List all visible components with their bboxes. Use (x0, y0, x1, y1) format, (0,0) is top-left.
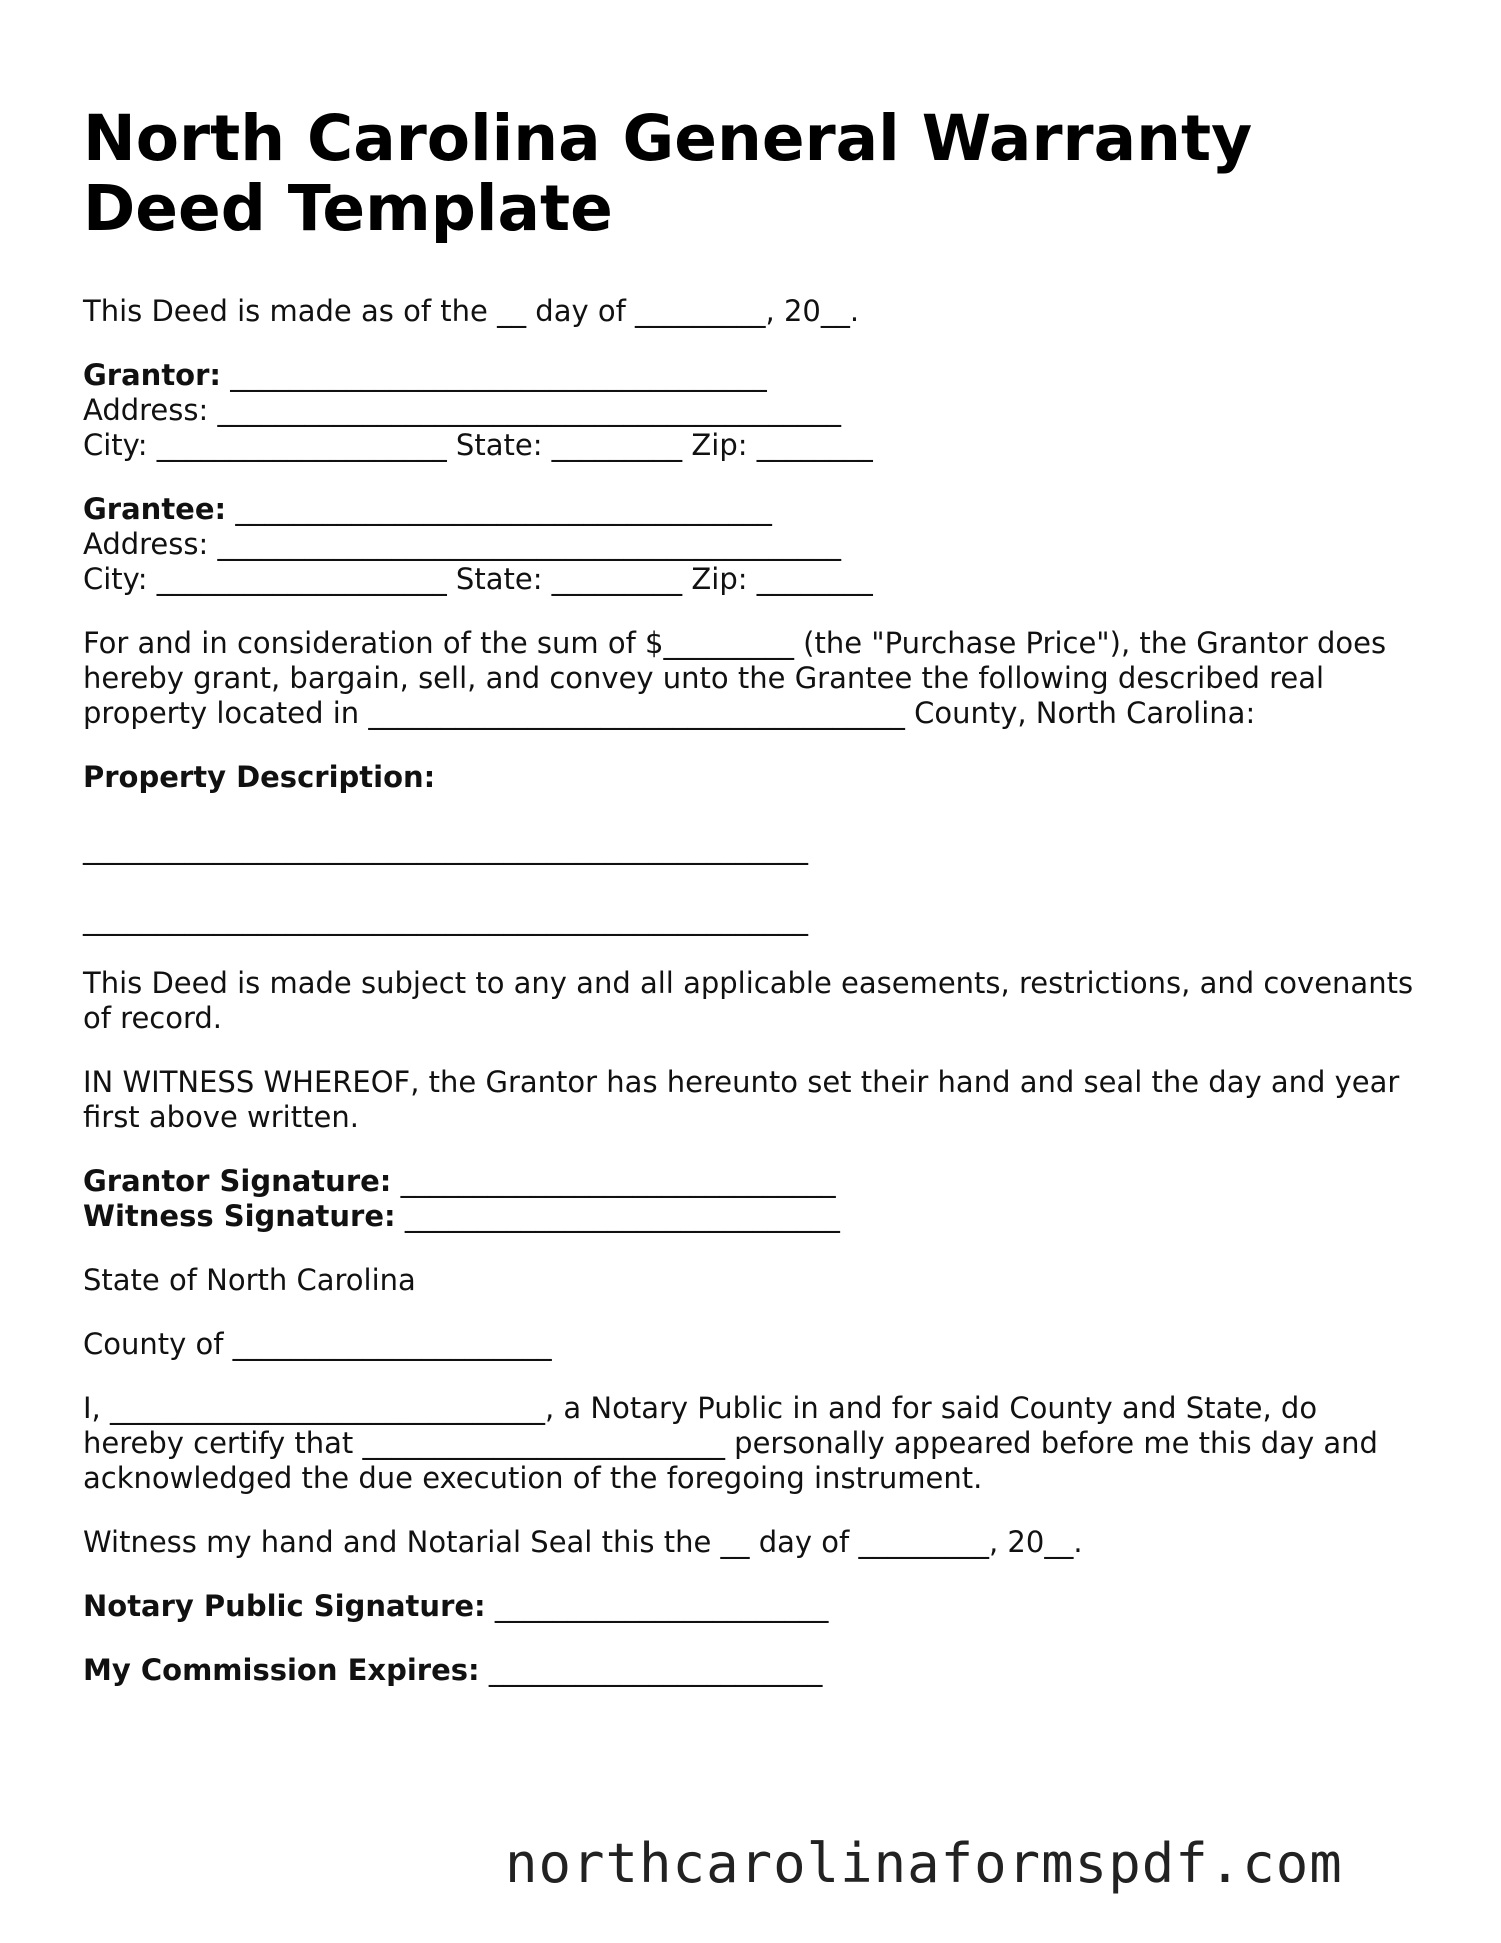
witness-signature-line (83, 1199, 1423, 1234)
notary-certificate-paragraph: I, ______________________________, a Notary Public in and for said County and State, do hereby certify that _________________________ personally appeared before me this day and acknowledged the due execution of the foregoing instrument. (83, 1391, 1388, 1495)
consideration-paragraph: For and in consideration of the sum of $_________ (the "Purchase Price"), the Grantor does hereby grant, bargain, sell, and convey unto the Grantee the following described real property located in _____________________________________ County, North Carolina: (83, 626, 1396, 730)
grantor-signature-line (83, 1164, 1423, 1199)
witness-signature-blank: ______________________________ (395, 1199, 840, 1233)
grantor-label: Grantor: (83, 358, 222, 392)
notary-signature-label: Notary Public Signature: (83, 1589, 486, 1623)
grantee-name-line (83, 492, 1423, 527)
notary-signature-line (83, 1589, 1423, 1624)
notary-signature-blank: _______________________ (485, 1589, 829, 1623)
signature-block (83, 1164, 1423, 1234)
witness-whereof-paragraph: IN WITNESS WHEREOF, the Grantor has hereunto set their hand and seal the day and year first above written. (83, 1065, 1409, 1134)
commission-expires-line (83, 1653, 1423, 1688)
page-title: North Carolina General Warranty Deed Template (83, 102, 1253, 245)
county-line: County of ______________________ (83, 1327, 552, 1361)
property-description-label: Property Description: (83, 760, 436, 794)
witness-signature-label: Witness Signature: (83, 1199, 396, 1233)
grantee-city-state-zip-line: City: ____________________ State: _________ Zip: ________ (83, 562, 873, 596)
state-line: State of North Carolina (83, 1263, 416, 1297)
subject-to-paragraph: This Deed is made subject to any and all applicable easements, restrictions, and covenants of record. (83, 966, 1423, 1035)
commission-expires-label: My Commission Expires: (83, 1653, 480, 1687)
commission-expires-blank: _______________________ (479, 1653, 823, 1687)
grantee-name-blank: _____________________________________ (226, 492, 772, 526)
grantee-block (83, 492, 1423, 597)
grantor-city-state-zip-line: City: ____________________ State: _________ Zip: ________ (83, 428, 873, 462)
property-description-line-1: __________________________________________________ (83, 831, 808, 865)
footer-watermark: northcarolinaformspdf.com (505, 1832, 1343, 1895)
grantor-name-line (83, 358, 1423, 393)
notary-seal-date-line: Witness my hand and Notarial Seal this the __ day of _________, 20__. (83, 1525, 1083, 1559)
grantee-address-line: Address: ___________________________________________ (83, 527, 841, 561)
grantor-signature-blank: ______________________________ (391, 1164, 836, 1198)
deed-date-line: This Deed is made as of the __ day of _________, 20__. (83, 294, 860, 328)
grantor-block (83, 358, 1423, 463)
grantor-signature-label: Grantor Signature: (83, 1164, 392, 1198)
property-description-line-2: __________________________________________________ (83, 902, 808, 936)
document-page (83, 104, 1423, 1688)
grantee-label: Grantee: (83, 492, 227, 526)
grantor-name-blank: _____________________________________ (221, 358, 767, 392)
grantor-address-line: Address: ___________________________________________ (83, 393, 841, 427)
